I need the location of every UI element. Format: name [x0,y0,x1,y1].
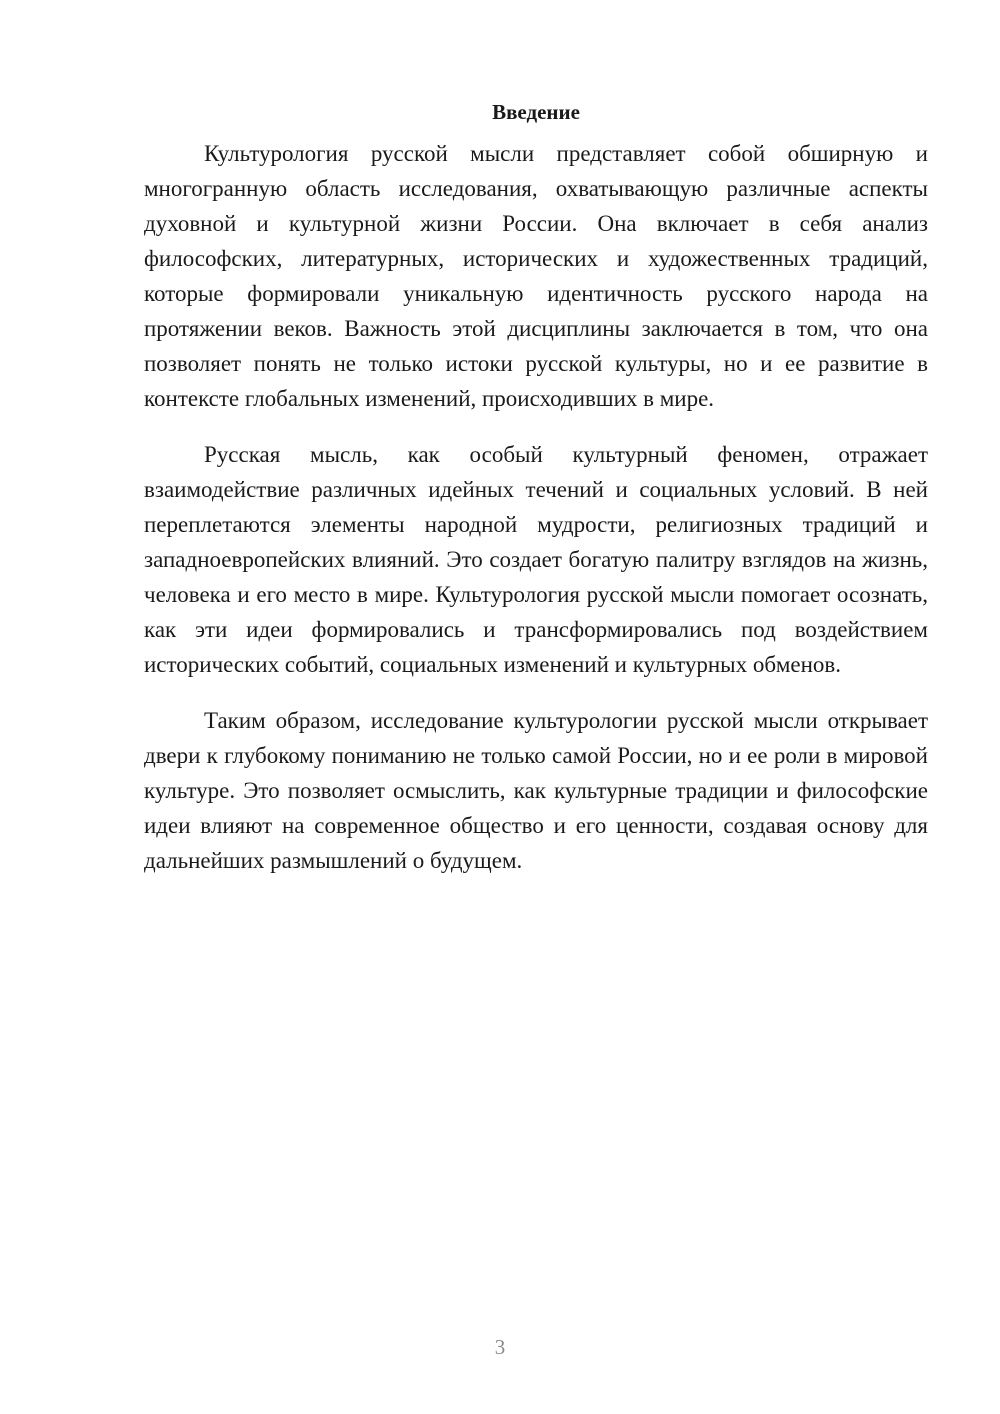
page-number: 3 [494,1335,506,1359]
paragraph-1: Культурология русской мысли представляет собой обширную и многогранную область исследования, охватывающую различные аспекты духовной и культурной жизни России. Она включает в себя анализ философских, литературных, исторических и художественных традиций, которые формировали уникальную идентичность русского народа на протяжении веков. Важность этой дисциплины заключается в том, что она позволяет понять не только истоки русской культуры, но и ее развитие в контексте глобальных изменений, происходивших в мире. [144,141,928,411]
section-heading: Введение [492,100,580,124]
paragraph-3: Таким образом, исследование культурологии русской мысли открывает двери к глубокому пониманию не только самой России, но и ее роли в мировой культуре. Это позволяет осмыслить, как культурные традиции и философские идеи влияют на современное общество и его ценности, создавая основу для дальнейших размышлений о будущем. [144,708,928,873]
page-content [144,96,928,899]
paragraph-2: Русская мысль, как особый культурный феномен, отражает взаимодействие различных идейных течений и социальных условий. В ней переплетаются элементы народной мудрости, религиозных традиций и западноевропейских влияний. Это создает богатую палитру взглядов на жизнь, человека и его место в мире. Культурология русской мысли помогает осознать, как эти идеи формировались и трансформировались под воздействием исторических событий, социальных изменений и культурных обменов. [144,442,928,677]
